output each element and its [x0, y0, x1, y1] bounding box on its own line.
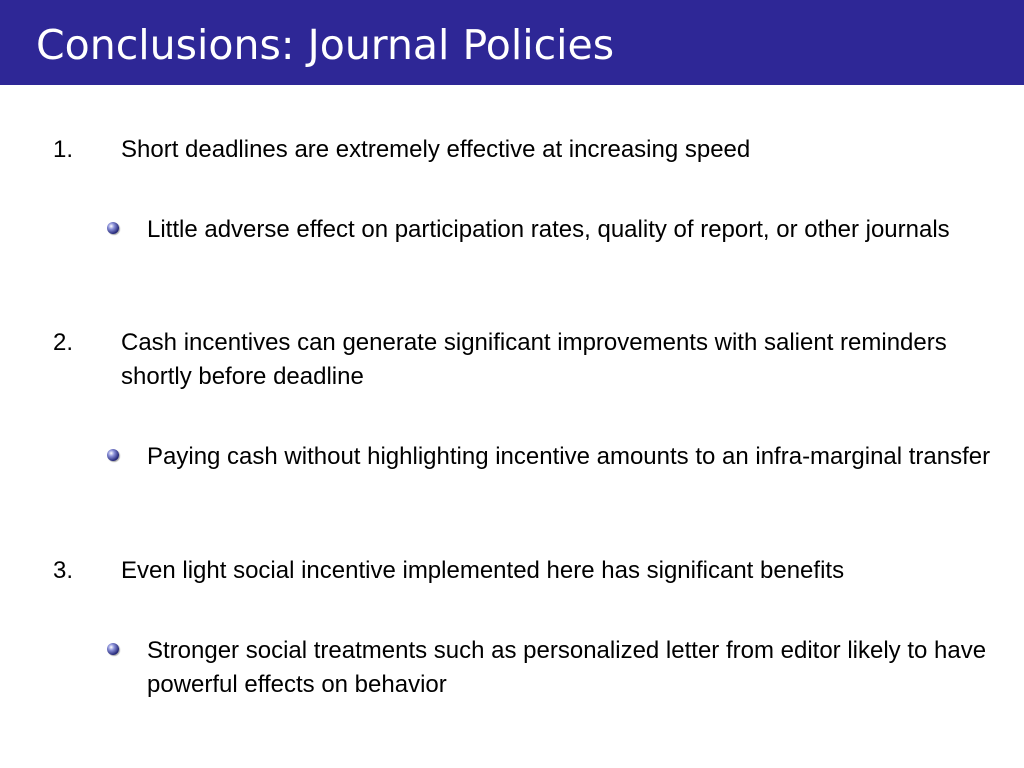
item-number: 3. — [53, 557, 74, 584]
title-bar — [0, 0, 1024, 85]
sub-item-text: Paying cash without highlighting incentive amounts to an infra-marginal transfer — [147, 443, 991, 470]
item-text: Cash incentives can generate significant improvements with salient reminders shortly before deadline — [121, 329, 947, 390]
sub-item-text: Stronger social treatments such as personalized letter from editor likely to have powerful effects on behavior — [147, 637, 987, 698]
item-number: 1. — [53, 136, 74, 163]
bullet-icon — [107, 643, 119, 655]
bullet-icon — [107, 222, 119, 234]
item-text: Even light social incentive implemented here has significant benefits — [121, 557, 845, 584]
slide-title: Conclusions: Journal Policies — [36, 21, 615, 69]
bullet-icon — [107, 449, 119, 461]
item-text: Short deadlines are extremely effective at increasing speed — [121, 136, 751, 163]
sub-item-text: Little adverse effect on participation rates, quality of report, or other journals — [147, 216, 950, 243]
item-number: 2. — [53, 329, 74, 356]
